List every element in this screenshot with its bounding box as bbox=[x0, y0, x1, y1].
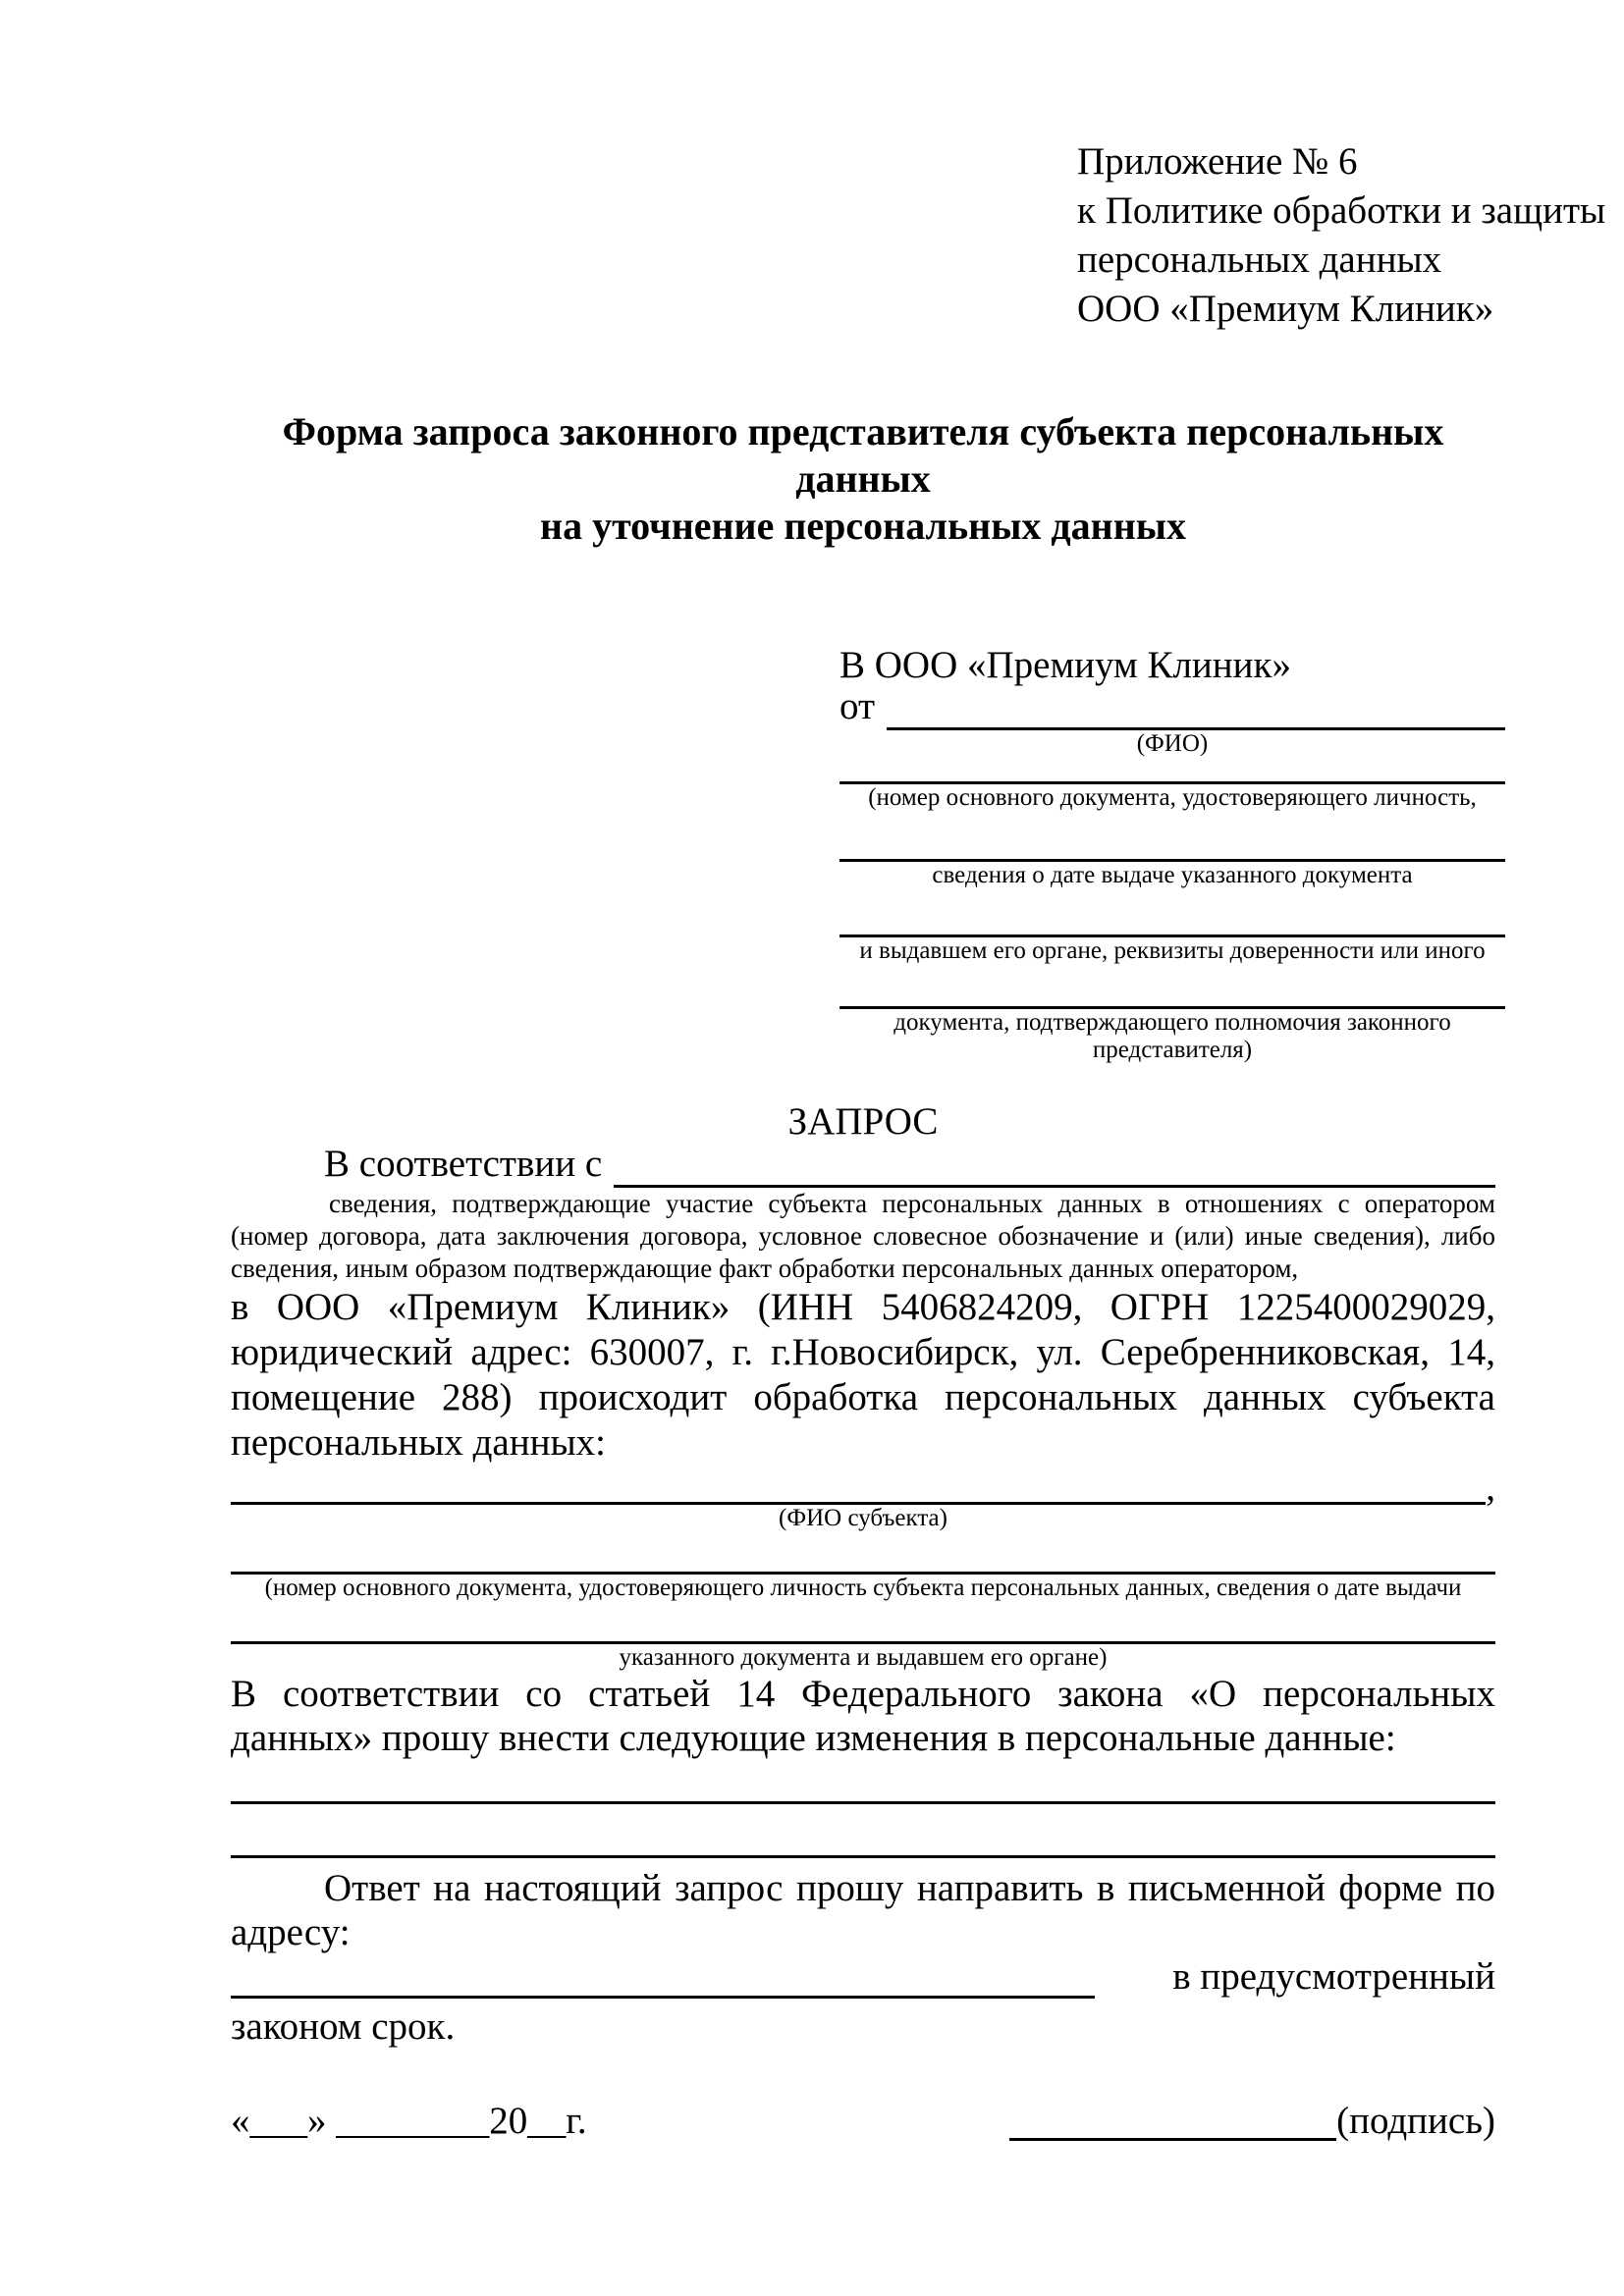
intro-row bbox=[231, 1145, 1495, 1188]
signature-fill-in-line bbox=[1009, 2093, 1336, 2141]
caption-fio: (ФИО) bbox=[1136, 730, 1209, 757]
changes-fill-in-line-2 bbox=[231, 1804, 1495, 1858]
caption-subject-document-1: (номер основного документа, удостоверяющего личность субъекта персональных данных, сведения о дате выдачи bbox=[264, 1575, 1462, 1601]
subject-document-fill-in-line-2 bbox=[231, 1602, 1495, 1644]
issuing-authority-fill-in-line bbox=[839, 889, 1505, 937]
form-title bbox=[231, 408, 1495, 550]
law-paragraph: В соответствии со статьей 14 Федерального закона «О персональных данных» прошу внести следующие изменения в персональные данные: bbox=[231, 1673, 1495, 1759]
issue-date-fill-in-line bbox=[839, 812, 1505, 862]
answer-end-text: законом срок. bbox=[231, 2005, 456, 2048]
caption-power-of-attorney: документа, подтверждающего полномочия законного представителя) bbox=[893, 1009, 1451, 1063]
appendix-line: персональных данных bbox=[1077, 239, 1442, 281]
caption-issue-date: сведения о дате выдаче указанного документа bbox=[932, 862, 1413, 888]
subject-document-fill-in-line bbox=[231, 1532, 1495, 1575]
date-blank: «___» ________20__г. bbox=[231, 2100, 587, 2142]
from-label: от bbox=[839, 685, 876, 728]
caption-issuing-authority: и выдавшем его органе, реквизиты доверенности или иного bbox=[859, 937, 1486, 964]
addressee-block bbox=[839, 644, 1505, 1064]
form-title-line-2: на уточнение персональных данных bbox=[540, 504, 1186, 548]
subject-row bbox=[231, 1466, 1495, 1509]
answer-middle-text: в предусмотренный bbox=[1172, 1955, 1495, 1998]
footer-row bbox=[231, 2096, 1495, 2141]
document-number-fill-in-line bbox=[839, 758, 1505, 784]
operator-paragraph: в ООО «Премиум Клиник» (ИНН 5406824209, ОГРН 1225400029029, юридический адрес: 630007, г. г.Новосибирск, ул. Серебренниковская, 14, помещение 288) происходит обработка персональных данных субъекта персональных данных: bbox=[231, 1286, 1495, 1464]
address-fill-in-line bbox=[231, 1951, 1095, 1999]
intro-prefix: В соответствии с bbox=[324, 1143, 603, 1186]
fio-fill-in-line bbox=[887, 684, 1505, 730]
changes-fill-in-line-1 bbox=[231, 1760, 1495, 1804]
basis-fill-in-line bbox=[614, 1142, 1495, 1188]
appendix-line: ООО «Премиум Клиник» bbox=[1077, 288, 1494, 330]
subject-fio-fill-in-line bbox=[231, 1463, 1486, 1505]
from-row bbox=[839, 687, 1505, 730]
caption-subject-document-2: указанного документа и выдавшем его органе) bbox=[619, 1644, 1108, 1671]
form-title-line-1: Форма запроса законного представителя субъекта персональных данных bbox=[282, 409, 1444, 501]
caption-subject-fio: (ФИО субъекта) bbox=[779, 1505, 947, 1531]
request-heading: ЗАПРОС bbox=[787, 1100, 939, 1143]
subject-line-comma: , bbox=[1486, 1467, 1495, 1509]
answer-paragraph: Ответ на настоящий запрос прошу направить в письменной форме по адресу: bbox=[231, 1867, 1495, 1953]
appendix-line: к Политике обработки и защиты bbox=[1077, 189, 1606, 232]
addressee-to: В ООО «Премиум Клиник» bbox=[839, 644, 1291, 686]
intro-footnote: сведения, подтверждающие участие субъекта персональных данных в отношениях с оператором (номер договора, дата заключения договора, условное словесное обозначение и (или) иные сведения), либо сведения, иным образом подтверждающие факт обработки персональных данных оператором, bbox=[231, 1189, 1495, 1283]
appendix-block bbox=[1077, 137, 1606, 334]
appendix-line: Приложение № 6 bbox=[1077, 140, 1358, 183]
power-of-attorney-fill-in-line bbox=[839, 965, 1505, 1009]
answer-row bbox=[231, 1954, 1495, 1999]
caption-document-number: (номер основного документа, удостоверяющего личность, bbox=[868, 784, 1477, 811]
signature-group bbox=[1009, 2096, 1495, 2141]
signature-caption: (подпись) bbox=[1336, 2100, 1495, 2142]
